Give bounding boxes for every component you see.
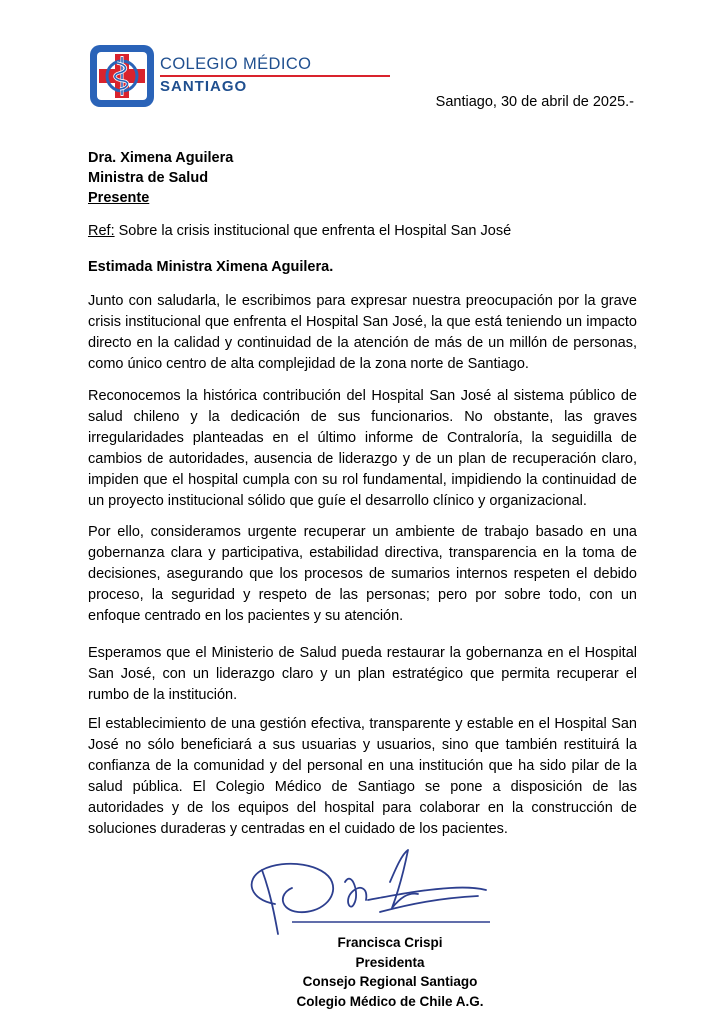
reference-label: Ref: [88, 223, 115, 239]
addressee-block [88, 148, 233, 208]
body-paragraph-4: Esperamos que el Ministerio de Salud pueda restaurar la gobernanza en el Hospital San José, con un liderazgo claro y un plan estratégico que permita recuperar el rumbo de la institución. [88, 645, 637, 703]
addressee-presente: Presente [88, 190, 150, 206]
addressee-title: Ministra de Salud [88, 170, 209, 186]
signer-name: Francisca Crispi [337, 935, 443, 950]
signer-council: Consejo Regional Santiago [302, 974, 478, 989]
org-name: COLEGIO MÉDICO [160, 55, 312, 73]
handwritten-signature [240, 842, 500, 937]
letterhead-divider [160, 75, 390, 77]
addressee-name: Dra. Ximena Aguilera [88, 150, 234, 166]
letter-date: Santiago, 30 de abril de 2025.- [435, 94, 634, 110]
body-paragraph-3: Por ello, consideramos urgente recuperar un ambiente de trabajo basado en una gobernanza clara y participativa, estabilidad directiva, transparencia en la toma de decisiones, asegurando que los procesos de sumarios internos respeten el debido proceso, la seguridad y respeto de las personas; pero por sobre todo, con un enfoque centrado en los pacientes y su atención. [88, 524, 637, 624]
signer-role: Presidenta [355, 954, 425, 970]
body-paragraph-5: El establecimiento de una gestión efectiva, transparente y estable en el Hospital San José no sólo beneficiará a sus usuarias y usuarios, sino que también restituirá la confianza de la comunidad y del personal en una institución que ha sido pilar de la salud pública. El Colegio Médico de Santiago se pone a disposición de las autoridades y de los equipos del hospital para colaborar en la construcción de soluciones duraderas y centradas en el cuidado de los pacientes. [88, 716, 637, 837]
reference-text: Sobre la crisis institucional que enfrenta el Hospital San José [114, 223, 512, 239]
caduceus-cross-logo-icon [90, 45, 154, 107]
org-city: SANTIAGO [160, 78, 248, 95]
reference-line [88, 223, 511, 239]
salutation: Estimada Ministra Ximena Aguilera. [88, 259, 334, 275]
body-paragraph-2: Reconocemos la histórica contribución del Hospital San José al sistema público de salud chileno y la dedicación de sus funcionarios. No obstante, las graves irregularidades planteadas en el último informe de Contraloría, la seguidilla de cambios de autoridades, ausencia de liderazgo y de un plan de recuperación claro, impiden que el hospital cumpla con su rol fundamental, impidiendo la continuidad de un proyecto institucional sólido que guíe el desarrollo clínico y organizacional. [88, 388, 637, 509]
body-paragraph-1: Junto con saludarla, le escribimos para expresar nuestra preocupación por la grave crisis institucional que enfrenta el Hospital San José, la que está teniendo un impacto directo en la calidad y continuidad de la atención de más de un millón de personas, como único centro de alta complejidad de la zona norte de Santiago. [88, 293, 637, 372]
signer-block [255, 933, 525, 1011]
letterhead-logo [90, 45, 310, 107]
signer-organization: Colegio Médico de Chile A.G. [296, 993, 484, 1009]
